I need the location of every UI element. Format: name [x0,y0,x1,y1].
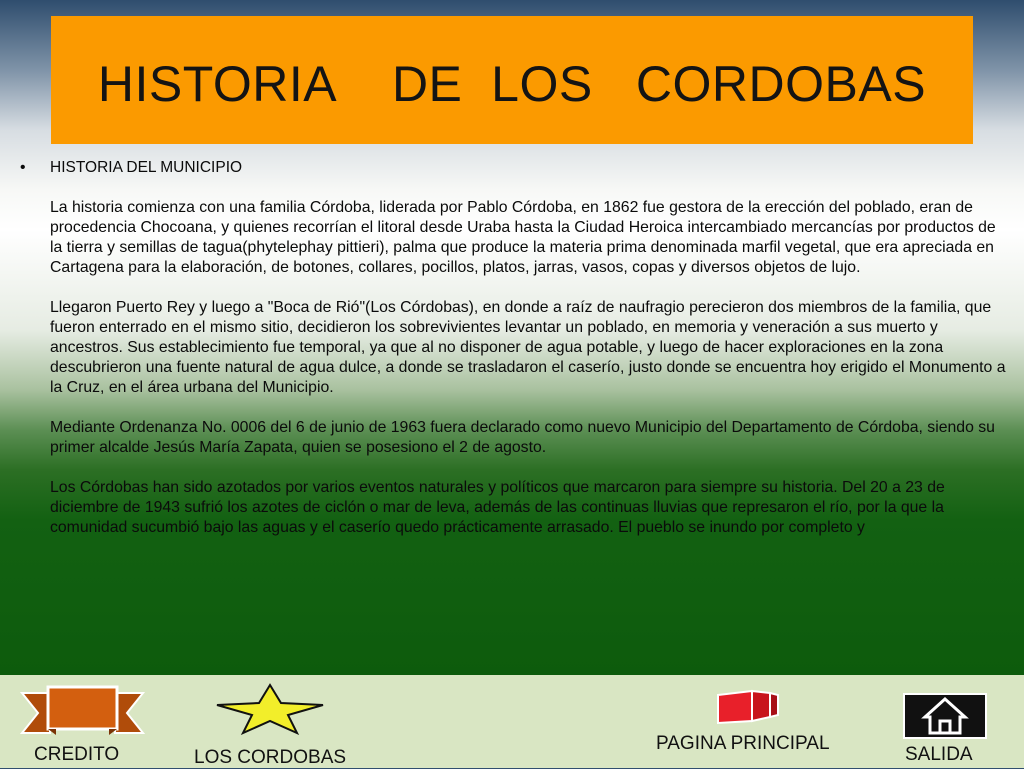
pagina-principal-label: PAGINA PRINCIPAL [656,733,830,754]
home-icon [903,693,987,739]
paragraph: Llegaron Puerto Rey y luego a "Boca de Rió"(Los Córdobas), en donde a raíz de naufragio perecieron dos miembros de la familia, que fueron enterrado en el mismo sitio, decidieron los sobrevivientes levantar un poblado, en memoria y veneración a sus muerto y ancestros. Sus establecimiento fue temporal, ya que al no disponer de agua potable, y luego de hacer exploraciones en la zona descubrieron una fuente natural de agua dulce, a donde se trasladaron el caserío, justo donde se encuentra hoy erigido el Monumento a la Cruz, en el área urbana del Municipio. [50,299,1006,396]
content-area [20,158,1012,558]
credito-button[interactable] [20,683,145,768]
los-cordobas-button[interactable] [190,683,365,768]
paragraph: La historia comienza con una familia Córdoba, liderada por Pablo Córdoba, en 1862 fue gestora de la erección del poblado, eran de procedencia Chocoana, y quienes recorrían el litoral desde Uraba hasta la Ciudad Heroica intercambiado mercancías por productos de la tierra y semillas de tagua(phytelephay pittieri), palma que produce la materia prima denominada marfil vegetal, que era apreciada en Cartagena para la elaboración, de botones, collares, pocillos, platos, jarras, vasos, copas y diversos objetos de lujo. [50,199,996,276]
section-heading: HISTORIA DEL MUNICIPIO [50,159,243,176]
star-icon [215,683,325,735]
body-text [50,158,1012,538]
salida-label: SALIDA [905,744,973,765]
salida-button[interactable] [895,693,995,768]
bullet-icon: • [20,159,26,176]
pagina-principal-button[interactable] [650,685,860,760]
page-title: HISTORIA DE LOS CORDOBAS [97,56,927,112]
credit-banner-icon [20,683,145,739]
footer-nav [0,675,1024,768]
credito-label: CREDITO [34,744,120,765]
red-flag-icon [712,687,782,727]
paragraph: Mediante Ordenanza No. 0006 del 6 de junio de 1963 fuera declarado como nuevo Municipio del Departamento de Córdoba, siendo su primer alcalde Jesús María Zapata, quien se posesiono el 2 de agosto. [50,419,995,456]
los-cordobas-label: LOS CORDOBAS [194,747,347,768]
title-bar [51,16,973,144]
paragraph: Los Córdobas han sido azotados por varios eventos naturales y políticos que marcaron para siempre su historia. Del 20 a 23 de diciembre de 1943 sufrió los azotes de ciclón o mar de leva, además de las continuas lluvias que represaron el río, por la que la comunidad sucumbió bajo las aguas y el caserío quedo prácticamente arrasado. El pueblo se inundo por completo y [50,479,945,536]
